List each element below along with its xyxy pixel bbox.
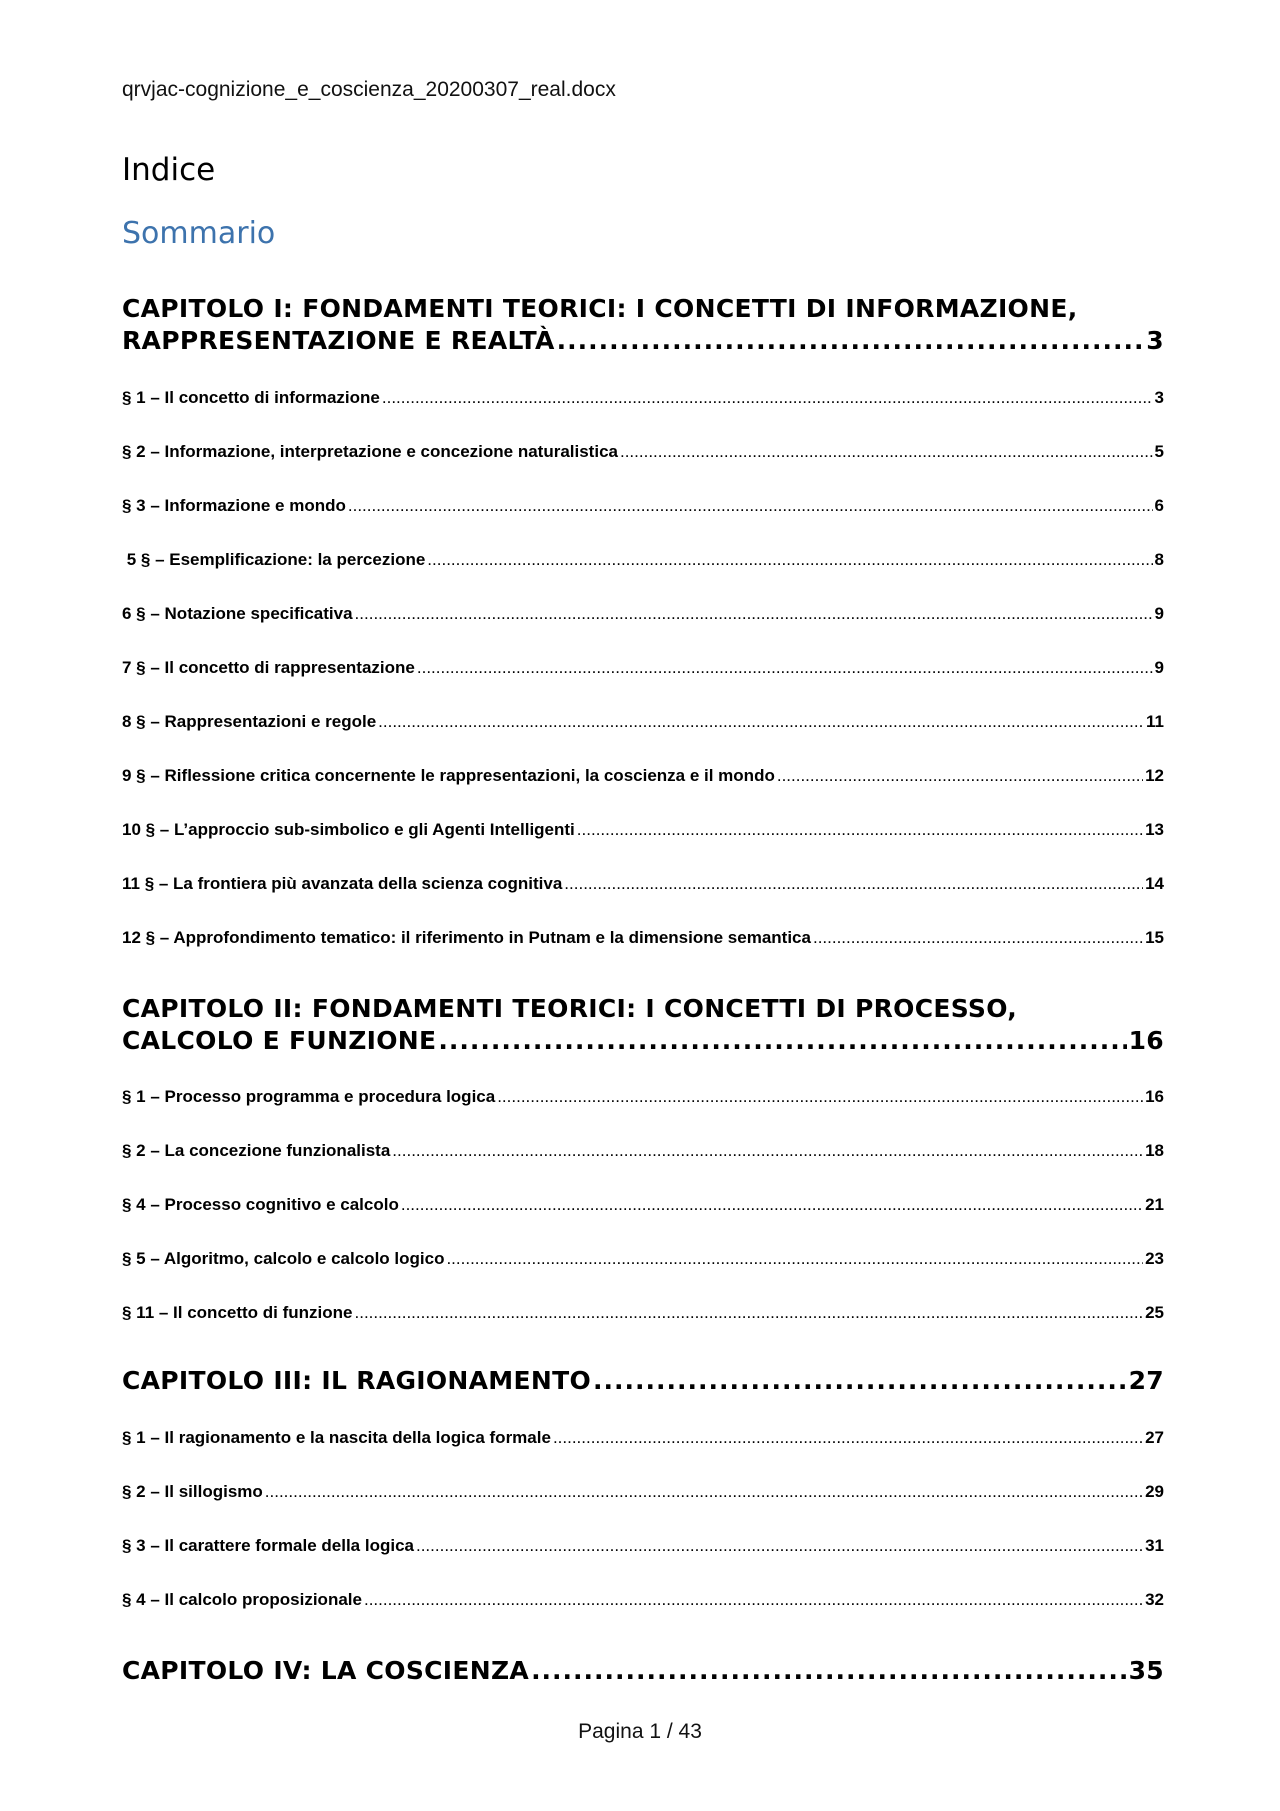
toc-leader-dots <box>813 927 1143 949</box>
toc-chapter-2[interactable] <box>122 993 1164 1057</box>
toc-entry[interactable] <box>122 603 1164 625</box>
toc-leader-dots <box>427 549 1152 571</box>
toc-chapter-3[interactable] <box>122 1365 1164 1397</box>
toc-page-number: 9 <box>1154 658 1164 677</box>
toc-page-number: 29 <box>1145 1482 1164 1501</box>
toc-leader-dots <box>553 1427 1143 1449</box>
toc-page-number: 18 <box>1145 1141 1164 1160</box>
toc-leader-dots <box>265 1481 1143 1503</box>
toc-chapter-title-line2: CALCOLO E FUNZIONE <box>122 1026 437 1055</box>
toc-entry-title: § 2 – La concezione funzionalista <box>122 1141 391 1160</box>
toc-page-number: 25 <box>1145 1303 1164 1322</box>
toc-leader-dots <box>401 1194 1143 1216</box>
toc-leader-dots <box>392 1140 1143 1162</box>
toc-entry[interactable] <box>122 711 1164 733</box>
toc-leader-dots <box>777 765 1143 787</box>
toc-leader-dots <box>355 603 1153 625</box>
toc-page-number: 16 <box>1145 1087 1164 1106</box>
toc-entry[interactable] <box>122 765 1164 787</box>
toc-entry-title: 11 § – La frontiera più avanzata della scienza cognitiva <box>122 874 563 893</box>
toc-leader-dots <box>416 1535 1143 1557</box>
toc-entry-title: 10 § – L’approccio sub-simbolico e gli Agenti Intelligenti <box>122 820 575 839</box>
page-number-footer: Pagina 1 / 43 <box>578 1720 702 1743</box>
toc-chapter-title: CAPITOLO III: IL RAGIONAMENTO <box>122 1366 591 1395</box>
toc-page-number: 23 <box>1145 1249 1164 1268</box>
toc-page-number: 14 <box>1145 874 1164 893</box>
toc-leader-dots <box>417 657 1153 679</box>
toc-entry[interactable] <box>122 1427 1164 1449</box>
toc-title: Sommario <box>122 216 276 251</box>
toc-page-number: 11 <box>1146 712 1164 731</box>
toc-entry[interactable] <box>122 927 1164 949</box>
toc-leader-dots <box>531 1655 1127 1687</box>
toc-leader-dots <box>348 495 1153 517</box>
toc-page-number: 32 <box>1145 1590 1164 1609</box>
toc-entry-title: § 1 – Il concetto di informazione <box>122 388 380 407</box>
toc-leader-dots <box>593 1365 1127 1397</box>
toc-entry-title: § 2 – Informazione, interpretazione e concezione naturalistica <box>122 442 618 461</box>
toc-chapter-title-line2: RAPPRESENTAZIONE E REALTÀ <box>122 326 555 355</box>
toc-leader-dots <box>497 1086 1143 1108</box>
toc-page-number: 13 <box>1145 820 1164 839</box>
toc-page-number: 16 <box>1128 1026 1164 1055</box>
toc-entry[interactable] <box>122 495 1164 517</box>
toc-leader-dots <box>564 873 1143 895</box>
toc-page-number: 31 <box>1145 1536 1164 1555</box>
toc-leader-dots <box>438 1025 1126 1057</box>
toc-entry-title: 6 § – Notazione specificativa <box>122 604 353 623</box>
toc-entry-title: § 4 – Processo cognitivo e calcolo <box>122 1195 399 1214</box>
toc-entry[interactable] <box>122 1086 1164 1108</box>
toc-entry-title: § 5 – Algoritmo, calcolo e calcolo logico <box>122 1249 445 1268</box>
toc-entry-title: § 1 – Il ragionamento e la nascita della logica formale <box>122 1428 551 1447</box>
toc-chapter-title: CAPITOLO IV: LA COSCIENZA <box>122 1656 530 1685</box>
toc-leader-dots <box>378 711 1144 733</box>
toc-page-number: 15 <box>1145 928 1164 947</box>
toc-chapter-title-line1: CAPITOLO II: FONDAMENTI TEORICI: I CONCETTI DI PROCESSO, <box>122 994 1018 1023</box>
toc-entry[interactable] <box>122 1481 1164 1503</box>
toc-page-number: 27 <box>1145 1428 1164 1447</box>
toc-page-number: 5 <box>1154 442 1164 461</box>
page-title: Indice <box>122 152 216 188</box>
toc-page-number: 9 <box>1154 604 1164 623</box>
toc-entry-title: 12 § – Approfondimento tematico: il riferimento in Putnam e la dimensione semantica <box>122 928 811 947</box>
toc-entry[interactable] <box>122 657 1164 679</box>
toc-entry[interactable] <box>122 1589 1164 1611</box>
toc-entry[interactable] <box>122 441 1164 463</box>
toc-entry-title: § 3 – Informazione e mondo <box>122 496 346 515</box>
toc-entry[interactable] <box>122 819 1164 841</box>
toc-entry-title: § 4 – Il calcolo proposizionale <box>122 1590 362 1609</box>
toc-page-number: 6 <box>1154 496 1164 515</box>
toc-entry-title: § 3 – Il carattere formale della logica <box>122 1536 414 1555</box>
toc-leader-dots <box>446 1248 1143 1270</box>
toc-page-number: 27 <box>1128 1366 1164 1395</box>
toc-entry[interactable] <box>122 1535 1164 1557</box>
toc-page-number: 35 <box>1128 1656 1164 1685</box>
toc-entry-title: 7 § – Il concetto di rappresentazione <box>122 658 415 677</box>
toc-leader-dots <box>557 325 1145 357</box>
toc-page-number: 8 <box>1154 550 1164 569</box>
toc-leader-dots <box>577 819 1143 841</box>
toc-chapter-4[interactable] <box>122 1655 1164 1687</box>
toc-page-number: 12 <box>1145 766 1164 785</box>
toc-page-number: 3 <box>1154 388 1164 407</box>
toc-chapter-title-line1: CAPITOLO I: FONDAMENTI TEORICI: I CONCETTI DI INFORMAZIONE, <box>122 294 1078 323</box>
toc-entry[interactable] <box>122 1248 1164 1270</box>
toc-entry[interactable] <box>122 549 1164 571</box>
toc-leader-dots <box>382 387 1153 409</box>
toc-leader-dots <box>620 441 1153 463</box>
toc-entry-title: 5 § – Esemplificazione: la percezione <box>122 550 426 569</box>
toc-entry-title: § 11 – Il concetto di funzione <box>122 1303 353 1322</box>
toc-entry[interactable] <box>122 387 1164 409</box>
document-filename-header: qrvjac-cognizione_e_coscienza_20200307_real.docx <box>122 78 616 101</box>
toc-leader-dots <box>364 1589 1143 1611</box>
toc-entry[interactable] <box>122 873 1164 895</box>
toc-chapter-1[interactable] <box>122 293 1164 357</box>
toc-entry[interactable] <box>122 1194 1164 1216</box>
toc-page-number: 3 <box>1146 326 1164 355</box>
toc-entry-title: 9 § – Riflessione critica concernente le rappresentazioni, la coscienza e il mondo <box>122 766 775 785</box>
toc-entry-title: § 2 – Il sillogismo <box>122 1482 263 1501</box>
toc-entry-title: § 1 – Processo programma e procedura logica <box>122 1087 496 1106</box>
toc-page-number: 21 <box>1145 1195 1164 1214</box>
toc-entry-title: 8 § – Rappresentazioni e regole <box>122 712 377 731</box>
toc-entry[interactable] <box>122 1140 1164 1162</box>
toc-entry[interactable] <box>122 1302 1164 1324</box>
toc-leader-dots <box>355 1302 1144 1324</box>
